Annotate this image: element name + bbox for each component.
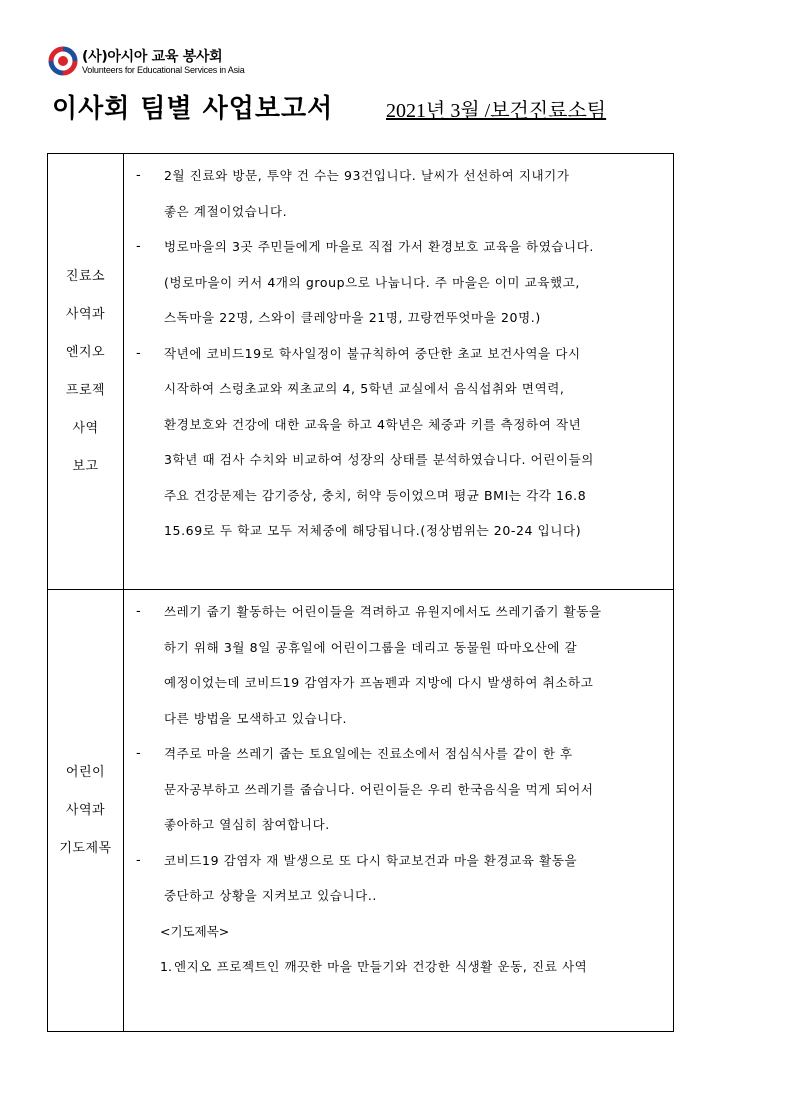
text-line: 좋아하고 열심히 참여합니다. — [164, 817, 330, 832]
text-line: 문자공부하고 쓰레기를 줍습니다. 어린이들은 우리 한국음식을 먹게 되어서 — [164, 781, 594, 797]
text-line: 중단하고 상황을 지켜보고 있습니다.. — [164, 888, 377, 903]
section-label-line: 사역과 — [65, 802, 106, 818]
prayer-item — [136, 949, 665, 985]
text-line: 시작하여 스렁초교와 찌초교의 4, 5학년 교실에서 음식섭취와 면역력, — [164, 381, 565, 396]
bullet-dash: - — [136, 239, 141, 254]
page-title: 이사회 팀별 사업보고서 — [52, 94, 334, 124]
section-label-line: 사역 — [72, 420, 99, 436]
text-line: 2월 진료와 방문, 투약 건 수는 93건입니다. 날씨가 선선하여 지내기가 — [164, 168, 570, 183]
text-line: 주요 건강문제는 감기증상, 충치, 허약 등이었으며 평균 BMI는 각각 16.8 — [164, 487, 587, 503]
bullet-dash: - — [136, 345, 141, 361]
text-line: 환경보호와 건강에 대한 교육을 하고 4학년은 체중과 키를 측정하여 작년 — [164, 416, 582, 432]
report-table — [47, 153, 674, 1032]
prayer-item-number: 1. — [160, 959, 172, 974]
title-row — [52, 88, 702, 128]
list-item — [136, 336, 665, 549]
text-line: (벙로마을이 커서 4개의 group으로 나눕니다. 주 마을은 이미 교육했고, — [164, 274, 580, 290]
org-name-korean: (사)아시아 교육 봉사회 — [82, 49, 223, 65]
org-logo-icon — [48, 46, 78, 76]
org-logo — [48, 44, 308, 80]
section-label-line: 진료소 — [65, 268, 106, 284]
list-item — [136, 158, 665, 229]
table-row — [48, 154, 674, 590]
text-line: 작년에 코비드19로 학사일정이 불규칙하여 중단한 초교 보건사역을 다시 — [164, 345, 581, 361]
section-label-line: 어린이 — [65, 764, 106, 780]
bullet-dash: - — [136, 604, 141, 619]
section-label-line: 보고 — [72, 458, 99, 474]
prayer-heading: <기도제목> — [160, 923, 230, 939]
text-line: 예정이었는데 코비드19 감염자가 프놈펜과 지방에 다시 발생하여 취소하고 — [164, 675, 594, 690]
text-line: 15.69로 두 학교 모두 저체중에 해당됩니다.(정상범위는 20-24 입니다) — [164, 523, 582, 538]
table-row — [48, 590, 674, 1032]
bullet-dash: - — [136, 852, 141, 868]
section-content-children — [124, 590, 674, 1032]
bullet-dash: - — [136, 746, 141, 761]
text-line: 스독마을 22명, 스와이 클레앙마을 21명, 끄랑껀뚜엇마을 20명.) — [164, 310, 541, 325]
list-item — [136, 229, 665, 336]
report-period-team: 2021년 3월 /보건진료소팀 — [386, 100, 607, 122]
text-line: 다른 방법을 모색하고 있습니다. — [164, 710, 348, 726]
section-label-clinic — [48, 154, 124, 590]
text-line: 3학년 때 검사 수치와 비교하여 성장의 상태를 분석하였습니다. 어린이들의 — [164, 452, 594, 467]
bullet-dash: - — [136, 168, 141, 183]
list-item — [136, 594, 665, 736]
text-line: 벙로마을의 3곳 주민들에게 마을로 직접 가서 환경보호 교육을 하였습니다. — [164, 239, 594, 254]
section-label-line: 기도제목 — [59, 840, 112, 856]
org-name-english: Volunteers for Educational Services in Asia — [82, 65, 245, 75]
section-label-line: 엔지오 — [65, 344, 106, 360]
text-line: 격주로 마을 쓰레기 줍는 토요일에는 진료소에서 점심식사를 같이 한 후 — [164, 746, 573, 761]
section-content-clinic — [124, 154, 674, 590]
section-label-children — [48, 590, 124, 1032]
list-item — [136, 736, 665, 843]
text-line: 좋은 계절이었습니다. — [164, 203, 288, 219]
section-label-line: 프로젝 — [65, 382, 106, 398]
text-line: 하기 위해 3월 8일 공휴일에 어린이그룹을 데리고 동물원 따마오산에 갈 — [164, 639, 578, 655]
text-line: 쓰레기 줍기 활동하는 어린이들을 격려하고 유원지에서도 쓰레기줍기 활동을 — [164, 604, 602, 619]
section-label-line: 사역과 — [65, 306, 106, 322]
text-line: 코비드19 감염자 재 발생으로 또 다시 학교보건과 마을 환경교육 활동을 — [164, 852, 578, 868]
list-item — [136, 843, 665, 914]
prayer-item-text: 엔지오 프로젝트인 깨끗한 마을 만들기와 건강한 식생활 운동, 진료 사역 — [174, 959, 588, 974]
